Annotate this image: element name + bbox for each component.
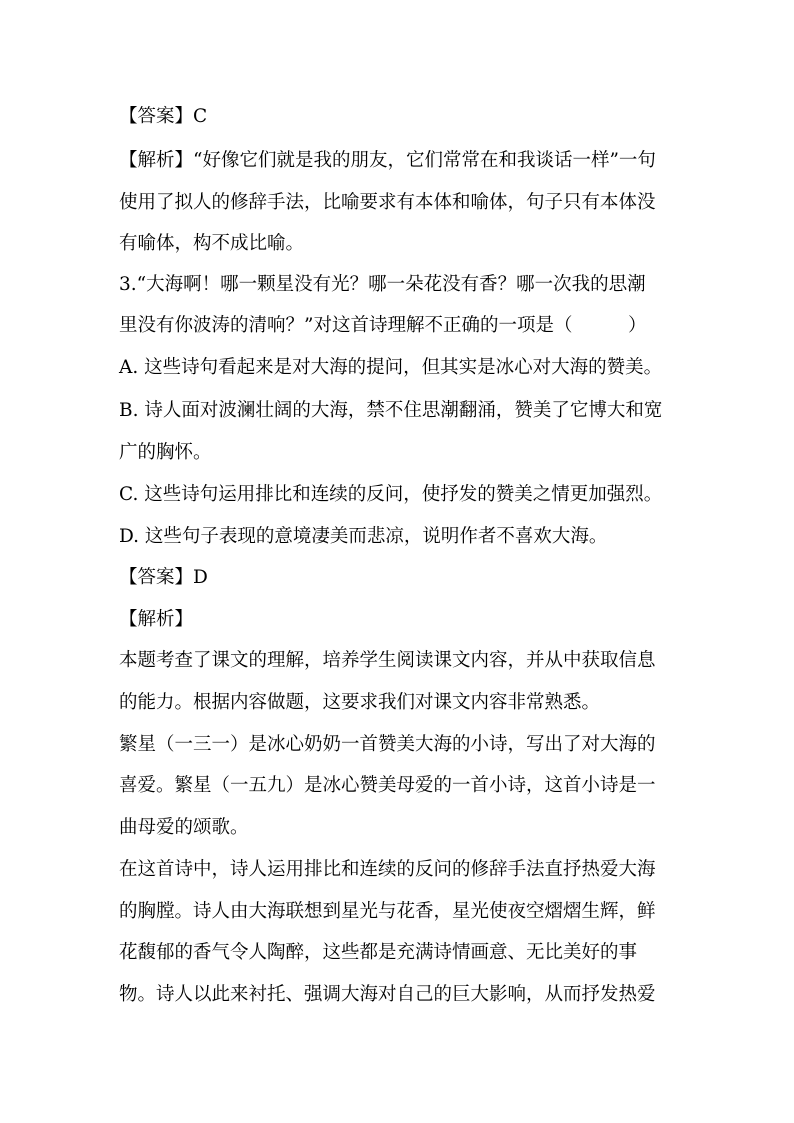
answer-line-3: 【答案】D (119, 567, 208, 588)
analysis-3-line-d: 喜爱。繁星（一五九）是冰心赞美母爱的一首小诗，这首小诗是一 (119, 775, 656, 796)
answer-line-2: 【答案】C (119, 106, 208, 127)
analysis-3-line-e: 曲母爱的颂歌。 (119, 817, 249, 838)
analysis-3-line-a: 本题考查了课文的理解，培养学生阅读课文内容，并从中获取信息 (119, 650, 656, 671)
option-d: D. 这些句子表现的意境凄美而悲凉，说明作者不喜欢大海。 (119, 526, 608, 547)
option-c: C. 这些诗句运用排比和连续的反问，使抒发的赞美之情更加强烈。 (119, 484, 663, 505)
option-a: A. 这些诗句看起来是对大海的提问，但其实是冰心对大海的赞美。 (119, 357, 663, 378)
analysis-3-line-h: 花馥郁的香气令人陶醉，这些都是充满诗情画意、无比美好的事 (119, 942, 638, 963)
option-b-line-a: B. 诗人面对波澜壮阔的大海，禁不住思潮翻涌，赞美了它博大和宽 (119, 400, 663, 421)
analysis-line-2b: 使用了拟人的修辞手法，比喻要求有本体和喻体，句子只有本体没 (119, 192, 656, 213)
analysis-3-line-b: 的能力。根据内容做题，这要求我们对课文内容非常熟悉。 (119, 692, 601, 713)
question-3-line-b: 里没有你波涛的清响？”对这首诗理解不正确的一项是（ ） (119, 315, 647, 336)
analysis-3-line-f: 在这首诗中，诗人运用排比和连续的反问的修辞手法直抒热爱大海 (119, 859, 656, 880)
analysis-line-2a: 【解析】“好像它们就是我的朋友，它们常常在和我谈话一样”一句 (119, 150, 656, 171)
analysis-line-2c: 有喻体，构不成比喻。 (119, 233, 305, 254)
question-3-line-a: 3.“大海啊！哪一颗星没有光？哪一朵花没有香？哪一次我的思潮 (119, 274, 646, 295)
analysis-3-line-g: 的胸膛。诗人由大海联想到星光与花香，星光使夜空熠熠生辉，鲜 (119, 901, 656, 922)
analysis-3-line-i: 物。诗人以此来衬托、强调大海对自己的巨大影响，从而抒发热爱 (119, 984, 656, 1005)
analysis-3-line-c: 繁星（一三一）是冰心奶奶一首赞美大海的小诗，写出了对大海的 (119, 734, 656, 755)
analysis-heading-3: 【解析】 (119, 609, 194, 630)
option-b-line-b: 广的胸怀。 (119, 442, 212, 463)
